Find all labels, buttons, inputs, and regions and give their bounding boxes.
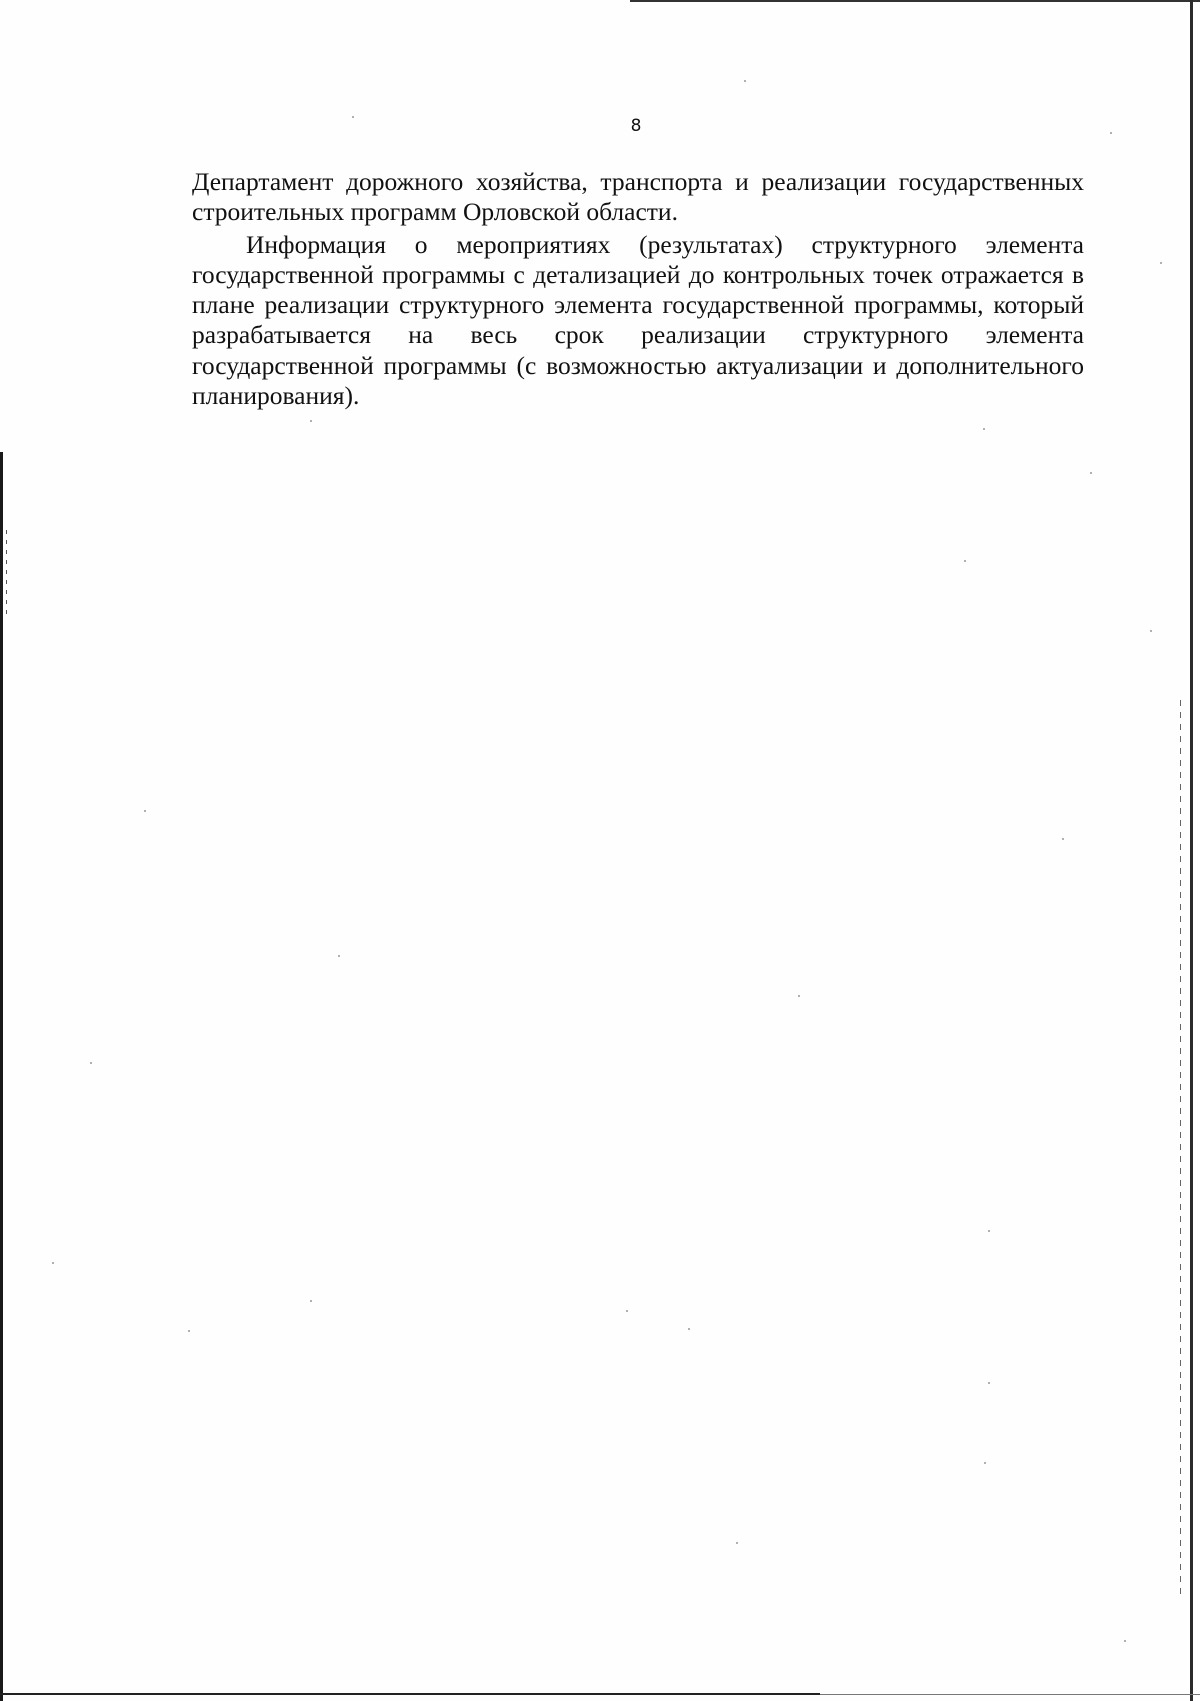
scan-speck [144,810,146,812]
scan-speck [988,1230,990,1232]
document-body [192,167,1084,411]
paragraph-activities-information: Информация о мероприятиях (результатах) структурного элемента государственной программы с детализацией до контрольных точек отражается в плане реализации структурного элемента государственной программы, который разрабатывается на весь срок реализации структурного элемента государственной программы (с возможностью актуализации и дополнительного планирования). [192,229,1084,411]
scan-speck [1150,630,1152,632]
scan-edge-bottom-tail [820,1694,1200,1695]
scan-speck [352,116,354,118]
scan-speck [52,1262,54,1264]
scan-speck [988,1382,990,1384]
scan-speck [1160,262,1162,264]
scan-edge-right [1190,0,1193,1701]
scan-edge-left [0,452,3,1701]
scan-edge-bottom [0,1693,820,1695]
scan-speck [338,955,340,957]
paragraph-responsible-department: Департамент дорожного хозяйства, транспорта и реализации государственных строительных программ Орловской области. [192,167,1084,227]
scan-edge-top [630,0,1200,2]
scan-speck [310,420,312,422]
scan-speck [798,995,800,997]
page-number: 8 [630,116,642,136]
scan-speck [1090,472,1092,474]
scan-speck [90,1062,92,1064]
scan-artifact-left [6,530,7,620]
scan-speck [984,1462,986,1464]
scan-speck [736,1542,738,1544]
scan-speck [626,1310,628,1312]
scan-speck [310,1300,312,1302]
scan-speck [1062,838,1064,840]
scan-speck [1124,1640,1126,1642]
scan-speck [983,428,985,430]
scan-speck [964,560,966,562]
scan-speck [188,1330,190,1332]
scan-speck [744,80,746,82]
scan-edge-right-inner [1180,700,1181,1600]
scan-speck [688,1328,690,1330]
scan-speck [1110,132,1112,134]
